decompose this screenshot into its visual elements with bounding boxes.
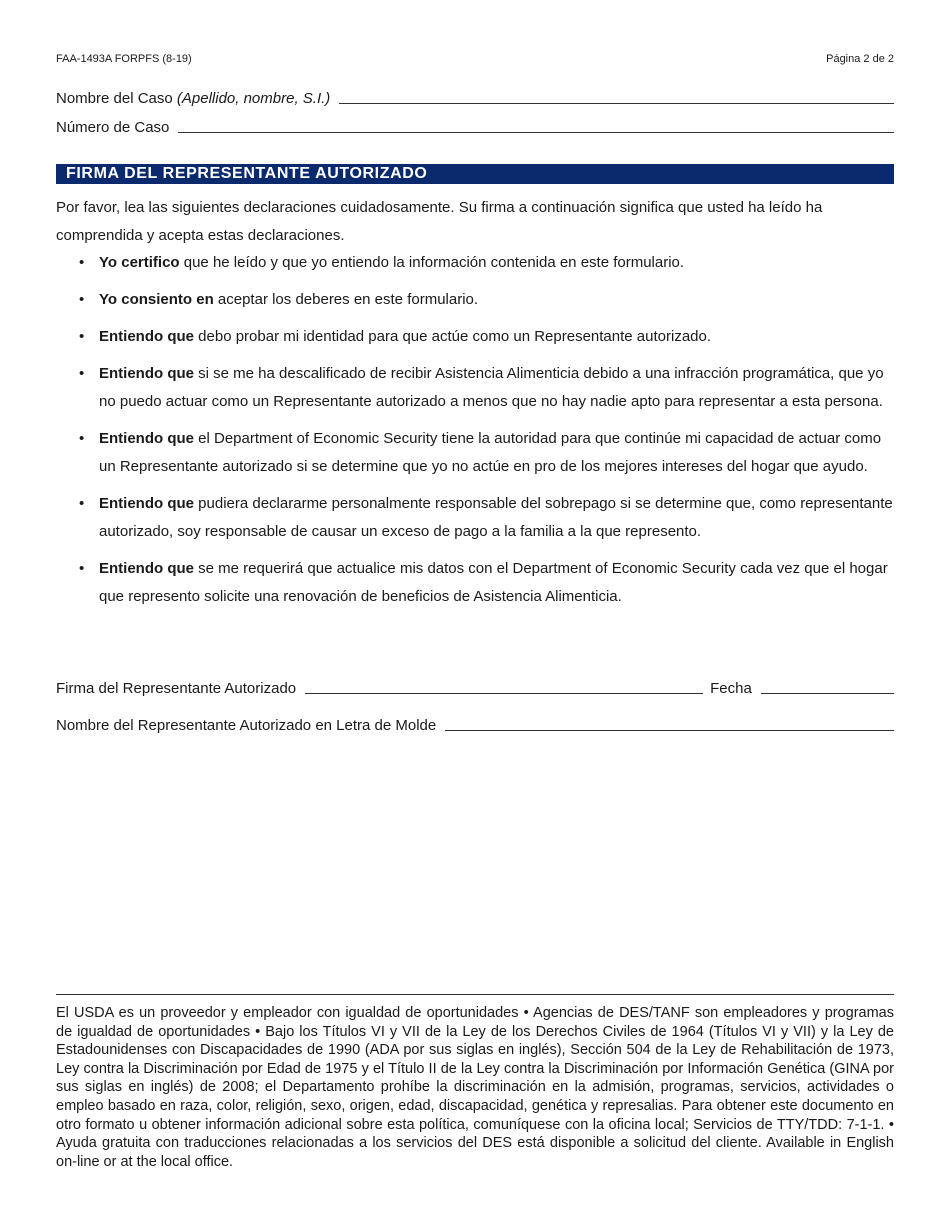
print-name-row xyxy=(56,717,894,734)
statement-item: • Yo certifico que he leído y que yo entiendo la información contenida en este formulario. xyxy=(56,249,894,277)
statement-item: • Entiendo que debo probar mi identidad para que actúe como un Representante autorizado. xyxy=(56,323,894,351)
case-name-hint: (Apellido, nombre, S.I.) xyxy=(176,90,331,107)
page-number: Página 2 de 2 xyxy=(826,53,894,65)
form-id: FAA-1493A FORPFS (8-19) xyxy=(56,53,192,65)
print-name-label: Nombre del Representante Autorizado en Letra de Molde xyxy=(56,717,437,734)
statement-item: • Entiendo que el Department of Economic Security tiene la autoridad para que continúe mi capacidad de actuar como un Representante autorizado si se determine que yo no actúe en pro de los mejores intereses del hogar que ayudo. xyxy=(56,425,894,481)
case-name-field[interactable] xyxy=(339,102,894,104)
statement-item: • Entiendo que se me requerirá que actualice mis datos con el Department of Economic Security cada vez que el hogar que represento solicite una renovación de beneficios de Asistencia Alimenticia. xyxy=(56,555,894,611)
footer-divider xyxy=(56,994,894,995)
statement-item: • Yo consiento en aceptar los deberes en este formulario. xyxy=(56,286,894,314)
form-page xyxy=(56,0,894,1230)
statements-list xyxy=(56,249,894,620)
signature-label: Firma del Representante Autorizado xyxy=(56,680,297,697)
statement-item: • Entiendo que pudiera declararme personalmente responsable del sobrepago si se determine que, como representante autorizado, soy responsable de causar un exceso de pago a la familia a la que represento. xyxy=(56,490,894,546)
print-name-field[interactable] xyxy=(445,729,894,731)
section-title: FIRMA DEL REPRESENTANTE AUTORIZADO xyxy=(56,164,894,184)
date-field[interactable] xyxy=(761,692,894,694)
case-number-label: Número de Caso xyxy=(56,119,170,136)
signature-row xyxy=(56,680,894,697)
page-header xyxy=(56,53,894,65)
case-number-field[interactable] xyxy=(178,131,894,133)
statement-item: • Entiendo que si se me ha descalificado de recibir Asistencia Alimenticia debido a una infracción programática, que yo no puedo actuar como un Representante autorizado a menos que no hay nadie apto para representar a esta persona. xyxy=(56,360,894,416)
date-label: Fecha xyxy=(710,680,752,697)
case-name-row xyxy=(56,90,894,107)
footer-notice: El USDA es un proveedor y empleador con igualdad de oportunidades • Agencias de DES/TANF son empleadores y programas de igualdad de oportunidades • Bajo los Títulos VI y VII de la Ley de los Derechos Civiles de 1964 (Títulos VI y VII) y la Ley de Estadounidenses con Discapacidades de 1990 (ADA por sus siglas en inglés), Sección 504 de la Ley de Rehabilitación de 1973, Ley contra la Discriminación por Edad de 1975 y el Título II de la Ley contra la Discriminación por Información Genética (GINA por sus siglas en inglés) de 2008; el Departamento prohíbe la discriminación en la admisión, programas, servicios, actividades o empleo basado en raza, color, religión, sexo, origen, edad, discapacidad, genética y represalias. Para obtener este documento en otro formato u obtener información adicional sobre esta política, comuníquese con la oficina local; Servicios de TTY/TDD: 7-1-1. • Ayuda gratuita con traducciones relacionadas a los servicios del DES está disponible a solicitud del cliente. Available in English on-line or at the local office. xyxy=(56,1005,894,1170)
case-name-label: Nombre del Caso (Apellido, nombre, S.I.) xyxy=(56,90,331,107)
case-number-row xyxy=(56,119,894,136)
intro-text: Por favor, lea las siguientes declaraciones cuidadosamente. Su firma a continuación significa que usted ha leído ha comprendida y acepta estas declaraciones. xyxy=(56,199,823,244)
signature-field[interactable] xyxy=(305,692,703,694)
